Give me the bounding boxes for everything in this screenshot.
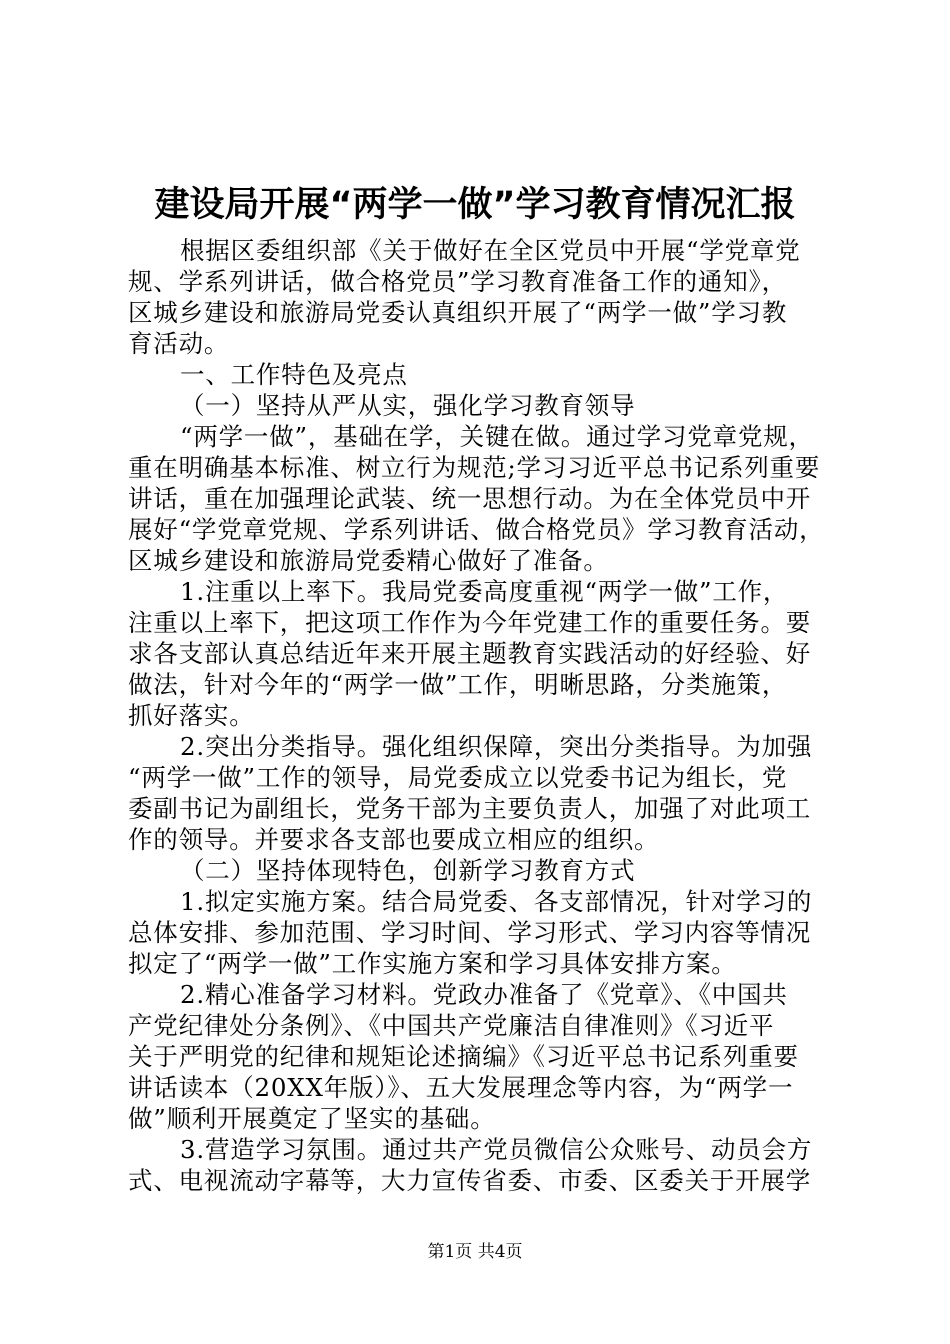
- body-line: （一）坚持从严从实，强化学习教育领导: [180, 391, 636, 420]
- body-line: 注重以上率下，把这项工作作为今年党建工作的重要任务。要: [128, 608, 812, 637]
- document-body: [128, 235, 830, 1196]
- body-line: 规、学系列讲话，做合格党员”学习教育准备工作的通知》，: [128, 267, 787, 296]
- body-line: 根据区委组织部《关于做好在全区党员中开展“学党章党: [180, 236, 801, 265]
- body-line: 求各支部认真总结近年来开展主题教育实践活动的好经验、好: [128, 639, 812, 668]
- body-line: 区城乡建设和旅游局党委精心做好了准备。: [128, 546, 609, 575]
- body-line: 总体安排、参加范围、学习时间、学习形式、学习内容等情况: [128, 918, 812, 947]
- body-line: 重在明确基本标准、树立行为规范;学习习近平总书记系列重要: [128, 453, 821, 482]
- body-line: “两学一做”，基础在学，关键在做。通过学习党章党规，: [180, 422, 814, 451]
- body-line: 1.拟定实施方案。结合局党委、各支部情况，针对学习的: [180, 887, 813, 916]
- body-line: 育活动。: [128, 329, 230, 358]
- body-line: 做法，针对今年的“两学一做”工作，明晰思路，分类施策，: [128, 670, 788, 699]
- body-line: 抓好落实。: [128, 701, 255, 730]
- body-line: 式、电视流动字幕等，大力宣传省委、市委、区委关于开展学: [128, 1166, 812, 1195]
- body-line: “两学一做”工作的领导，局党委成立以党委书记为组长，党: [128, 763, 788, 792]
- body-line: 委副书记为副组长，党务干部为主要负责人，加强了对此项工: [128, 794, 812, 823]
- body-line: 关于严明党的纪律和规矩论述摘编》《习近平总书记系列重要: [128, 1042, 799, 1071]
- body-line: 2.精心准备学习材料。党政办准备了《党章》、《中国共: [180, 980, 788, 1009]
- body-line: 产党纪律处分条例》、《中国共产党廉洁自律准则》《习近平: [128, 1011, 775, 1040]
- page-footer: 第1页 共4页: [427, 1242, 523, 1262]
- body-line: 讲话，重在加强理论武装、统一思想行动。为在全体党员中开: [128, 484, 812, 513]
- body-line: 1.注重以上率下。我局党委高度重视“两学一做”工作，: [180, 577, 789, 606]
- body-line: 拟定了“两学一做”工作实施方案和学习具体安排方案。: [128, 949, 737, 978]
- document-title: 建设局开展“两学一做”学习教育情况汇报: [154, 185, 796, 225]
- body-line: 区城乡建设和旅游局党委认真组织开展了“两学一做”学习教: [128, 298, 788, 327]
- body-line: 一、工作特色及亮点: [180, 360, 408, 389]
- body-line: 做”顺利开展奠定了坚实的基础。: [128, 1104, 496, 1133]
- body-line: 展好“学党章党规、学系列讲话、做合格党员》学习教育活动，: [128, 515, 825, 544]
- body-line: 讲话读本（20XX年版）》、五大发展理念等内容，为“两学一: [128, 1073, 794, 1102]
- body-line: 3.营造学习氛围。通过共产党员微信公众账号、动员会方: [180, 1135, 813, 1164]
- body-line: （二）坚持体现特色，创新学习教育方式: [180, 856, 636, 885]
- body-line: 2.突出分类指导。强化组织保障，突出分类指导。为加强: [180, 732, 813, 761]
- body-line: 作的领导。并要求各支部也要成立相应的组织。: [128, 825, 660, 854]
